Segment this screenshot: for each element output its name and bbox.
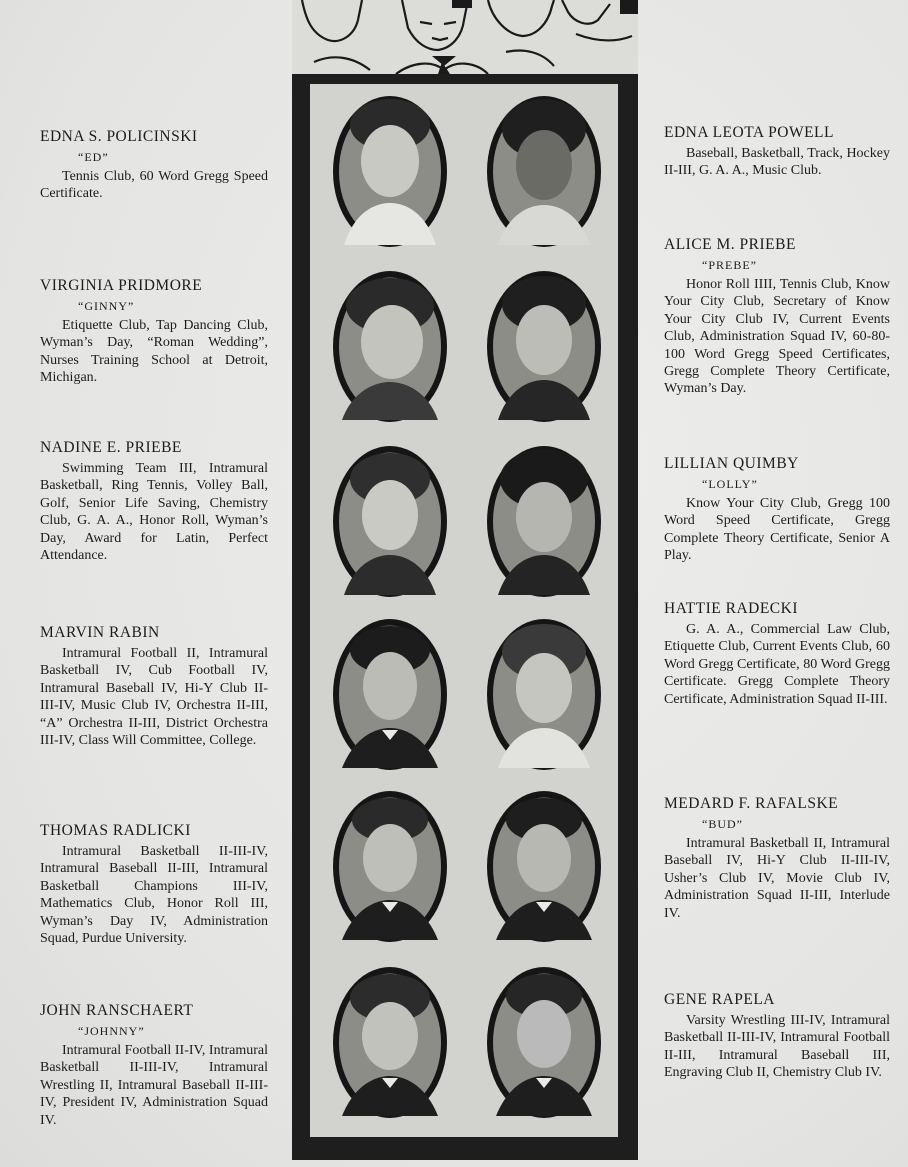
student-activities: Baseball, Basketball, Track, Hockey II-III, G. A. A., Music Club. [664,146,890,179]
student-name: MEDARD F. RAFALSKE [664,795,839,812]
student-nickname: “GINNY” [78,299,135,313]
student-entry [664,795,890,922]
student-name: LILLIAN QUIMBY [664,455,799,472]
student-entry [664,991,890,1082]
student-entry [664,236,890,398]
student-activities: Intramural Football II-IV, Intramural Basketball II-III-IV, Intramural Wrestling II, Intramural Baseball II-III-IV, President IV, Administration Squad IV. [40,1043,268,1128]
student-name: EDNA S. POLICINSKI [40,128,198,145]
student-name: MARVIN RABIN [40,624,160,641]
student-entry [664,600,890,708]
student-entry [664,124,890,180]
portrait-photo [486,95,602,248]
portrait-photo [486,270,602,423]
student-entry [40,439,268,564]
student-activities: G. A. A., Commercial Law Club, Etiquette Club, Current Events Club, 60 Word Gregg Certificate, 80 Word Gregg Certificate. Gregg Complete Theory Certificate, Administration Squad II-III. [664,622,890,707]
student-entry [40,277,268,387]
portrait-photo [332,95,448,248]
student-activities: Honor Roll IIII, Tennis Club, Know Your City Club, Secretary of Know Your City Club IV, Current Events Club, Administration Squad IV, 60-80-100 Word Gregg Speed Certificates, Gregg Complete Theory Certificate, Wyman’s Day. [664,277,890,397]
banner-illustration [292,0,638,74]
student-nickname: “ED” [78,150,109,164]
student-nickname: “PREBE” [702,258,757,272]
student-entry [40,822,268,947]
student-nickname: “LOLLY” [702,477,758,491]
student-activities: Know Your City Club, Gregg 100 Word Speed Certificate, Gregg Complete Theory Certificate, Senior A Play. [664,496,890,564]
student-activities: Intramural Football II, Intramural Basketball IV, Cub Football IV, Intramural Baseball IV, Hi-Y Club II-III-IV, Music Club IV, Orchestra II-III, “A” Orchestra II-III, District Orchestra III-IV, Class Will Committee, College. [40,646,268,749]
student-name: THOMAS RADLICKI [40,822,191,839]
portrait-photo [332,270,448,423]
portrait-photo [486,790,602,943]
student-activities: Swimming Team III, Intramural Basketball, Ring Tennis, Volley Ball, Golf, Senior Life Saving, Chemistry Club, G. A. A., Honor Roll, Wyman’s Day, Award for Latin, Perfect Attendance. [40,461,268,564]
student-name: ALICE M. PRIEBE [664,236,796,253]
portrait-photo [486,618,602,771]
student-name: VIRGINIA PRIDMORE [40,277,203,294]
portrait-photo [486,966,602,1119]
student-name: NADINE E. PRIEBE [40,439,182,456]
student-activities: Tennis Club, 60 Word Gregg Speed Certificate. [40,169,268,202]
student-entry [40,1002,268,1129]
student-activities: Intramural Basketball II-III-IV, Intramural Baseball II-III, Intramural Basketball Champions III-IV, Mathematics Club, Honor Roll III, Wyman’s Day IV, Administration Squad, Purdue University. [40,844,268,947]
student-name: HATTIE RADECKI [664,600,798,617]
student-activities: Varsity Wrestling III-IV, Intramural Basketball II-III-IV, Intramural Football II-III, Intramural Baseball III, Engraving Club II, Chemistry Club IV. [664,1013,890,1081]
student-entry [40,624,268,749]
student-activities: Intramural Basketball II, Intramural Baseball IV, Hi-Y Club II-III-IV, Usher’s Club IV, Movie Club IV, Administration Squad II-III, Interlude IV. [664,836,890,921]
student-nickname: “JOHNNY” [78,1024,145,1038]
portrait-photo [332,790,448,943]
portrait-photo [486,445,602,598]
student-activities: Etiquette Club, Tap Dancing Club, Wyman’s Day, “Roman Wedding”, Nurses Training School at Detroit, Michigan. [40,318,268,386]
student-entry [40,128,268,203]
student-name: EDNA LEOTA POWELL [664,124,834,141]
student-name: GENE RAPELA [664,991,775,1008]
student-entry [664,455,890,565]
portrait-photo [332,966,448,1119]
student-name: JOHN RANSCHAERT [40,1002,194,1019]
student-nickname: “BUD” [702,817,743,831]
portrait-photo [332,618,448,771]
portrait-photo [332,445,448,598]
